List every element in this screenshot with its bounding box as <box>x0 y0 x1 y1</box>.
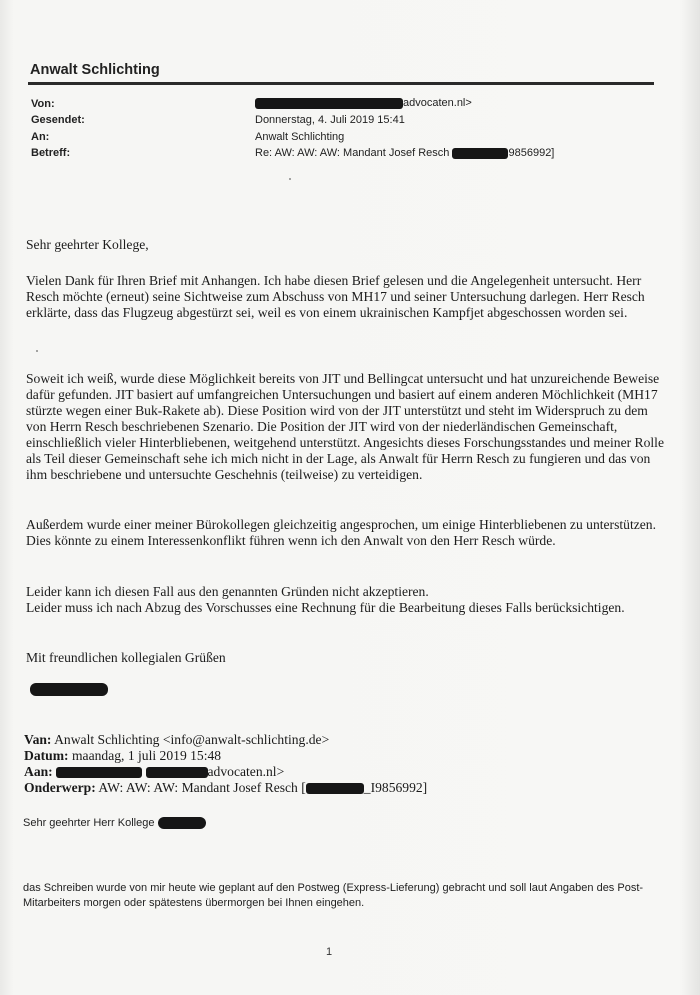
closing: Mit freundlichen kollegialen Grüßen <box>26 650 226 665</box>
paragraph-decline: Leider kann ich diesen Fall aus den genannten Gründen nicht akzeptieren. Leider muss ich nach Abzug des Vorschusses eine Rechnung für die Bearbeitung dieses Falls berücksichtigen. <box>26 584 625 615</box>
paragraph-conflict: Außerdem wurde einer meiner Bürokollegen gleichzeitig angesprochen, um einige Hinterbliebenen zu unterstützen. Dies könnte zu einem Interessenkonflikt führen wenn ich den Anwalt von den Herr Resch würde. <box>26 517 656 548</box>
redaction-bar <box>158 817 206 829</box>
sender-title: Anwalt Schlichting <box>30 62 160 78</box>
sent-label: Gesendet: <box>31 114 85 126</box>
fwd-from: Van: Anwalt Schlichting <info@anwalt-schlichting.de> <box>24 732 330 747</box>
redaction-bar <box>452 148 508 159</box>
paragraph-thanks: Vielen Dank für Ihren Brief mit Anhangen. Ich habe diesen Brief gelesen und die Angelegenheit untersucht. Herr Resch möchte (erneut) seine Sichtweise zum Abschuss von MH17 und seiner Untersuchung darlegen. Herr Resch erklärte, dass das Flugzeug abgestürzt sei, weil es von einem ukrainischen Kampfjet abgeschossen worden sei. <box>26 273 645 320</box>
redaction-bar <box>306 783 364 794</box>
paragraph-investigation: Soweit ich weiß, wurde diese Möglichkeit bereits von JIT und Bellingcat untersucht und hat unzureichende Beweise dafür gefunden. JIT basiert auf umfangreichen Untersuchungen und basiert auf einem anderen Möchlichkeit (MH17 stürzte wegen einer Buk-Rakete ab). Diese Position wird von der JIT unterstützt und steht im Widerspruch zu dem von Herrn Resch beschriebenen Szenario. Die Position der JIT wird von der niederländischen Gemeinschaft, einschließlich vieler Hinterbliebenen, weitgehend unterstützt. Angesichts dieses Forschungsstandes und meiner Rolle als Teil dieser Gemeinschaft sehe ich mich nicht in der Lage, als Anwalt für Herrn Resch zu fungieren und das von ihm beschriebene und untersuchte Geschehnis (teilweise) zu verteidigen. <box>26 371 664 482</box>
subject-value: Re: AW: AW: AW: Mandant Josef Resch 9856992] <box>255 147 555 159</box>
salutation: Sehr geehrter Kollege, <box>26 237 149 252</box>
redaction-bar <box>255 98 403 109</box>
scan-speck <box>289 178 291 180</box>
to-value: Anwalt Schlichting <box>255 131 345 143</box>
redaction-bar <box>146 767 208 778</box>
sent-value: Donnerstag, 4. Juli 2019 15:41 <box>255 114 405 126</box>
fwd-to: Aan: advocaten.nl> <box>24 764 285 779</box>
quoted-greeting: Sehr geehrter Herr Kollege <box>23 817 206 829</box>
subject-label: Betreff: <box>31 147 71 159</box>
quoted-text: das Schreiben wurde von mir heute wie geplant auf den Postweg (Express-Lieferung) gebracht und soll laut Angaben des Post-Mitarbeiters morgen oder spätestens übermorgen bei Ihnen eingehen. <box>23 882 644 909</box>
title-divider <box>28 82 654 85</box>
fwd-subject: Onderwerp: AW: AW: AW: Mandant Josef Resch [ _I9856992] <box>24 780 428 795</box>
signature-redaction <box>30 683 108 696</box>
redaction-bar <box>56 767 142 778</box>
page-number: 1 <box>326 946 333 958</box>
fwd-date: Datum: maandag, 1 juli 2019 15:48 <box>24 748 222 763</box>
from-label: Von: <box>31 98 55 110</box>
from-value: advocaten.nl> <box>255 97 472 109</box>
to-label: An: <box>31 131 50 143</box>
scan-speck <box>36 350 38 352</box>
